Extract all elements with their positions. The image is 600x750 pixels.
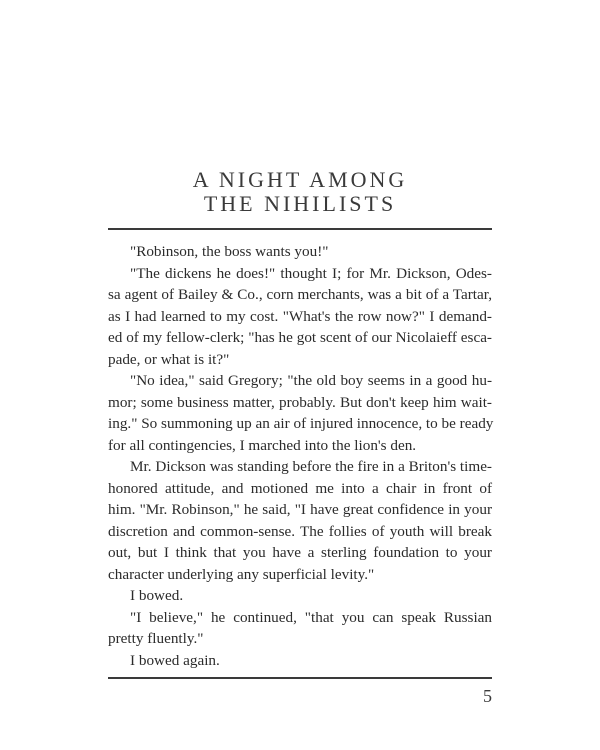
- text-line: him. "Mr. Robinson," he said, "I have great confidence in your: [108, 501, 492, 518]
- text-line: character underlying any superficial levity.": [108, 565, 375, 583]
- title-divider: [108, 228, 492, 230]
- text-line: discretion and common-sense. The follies of youth will break: [108, 522, 492, 540]
- text-line: "I believe," he continued, "that you can speak Russian: [130, 608, 492, 626]
- text-line: honored attitude, and motioned me into a chair in front of: [108, 479, 492, 497]
- text-line: as I had learned to my cost. "What's the row now?" I demand-: [108, 307, 492, 325]
- text-line: sa agent of Bailey & Co., corn merchants, was a bit of a Tartar,: [108, 286, 492, 303]
- chapter-body: [108, 241, 492, 671]
- text-line: ed of my fellow-clerk; "has he got scent of our Nicolaieff esca-: [108, 329, 492, 346]
- text-line: I bowed again.: [130, 651, 220, 669]
- text-line: "The dickens he does!" thought I; for Mr. Dickson, Odes-: [130, 264, 492, 282]
- chapter-title-line-1: A NIGHT AMONG: [192, 167, 408, 192]
- text-line: "No idea," said Gregory; "the old boy seems in a good hu-: [130, 372, 492, 389]
- footer-divider: [108, 677, 492, 679]
- page-number: 5: [483, 686, 492, 706]
- text-line: pretty fluently.": [108, 630, 204, 647]
- text-line: "Robinson, the boss wants you!": [130, 243, 329, 260]
- text-line: ing." So summoning up an air of injured innocence, to be ready: [108, 415, 494, 432]
- chapter-title-line-2: THE NIHILISTS: [203, 191, 397, 216]
- text-line: mor; some business matter, probably. But don't keep him wait-: [108, 393, 492, 411]
- text-line: I bowed.: [130, 587, 184, 604]
- text-line: pade, or what is it?": [108, 350, 230, 368]
- text-line: out, but I think that you have a sterling foundation to your: [108, 544, 492, 561]
- text-line: Mr. Dickson was standing before the fire in a Briton's time-: [130, 458, 492, 475]
- text-line: for all contingencies, I marched into the lion's den.: [108, 436, 417, 454]
